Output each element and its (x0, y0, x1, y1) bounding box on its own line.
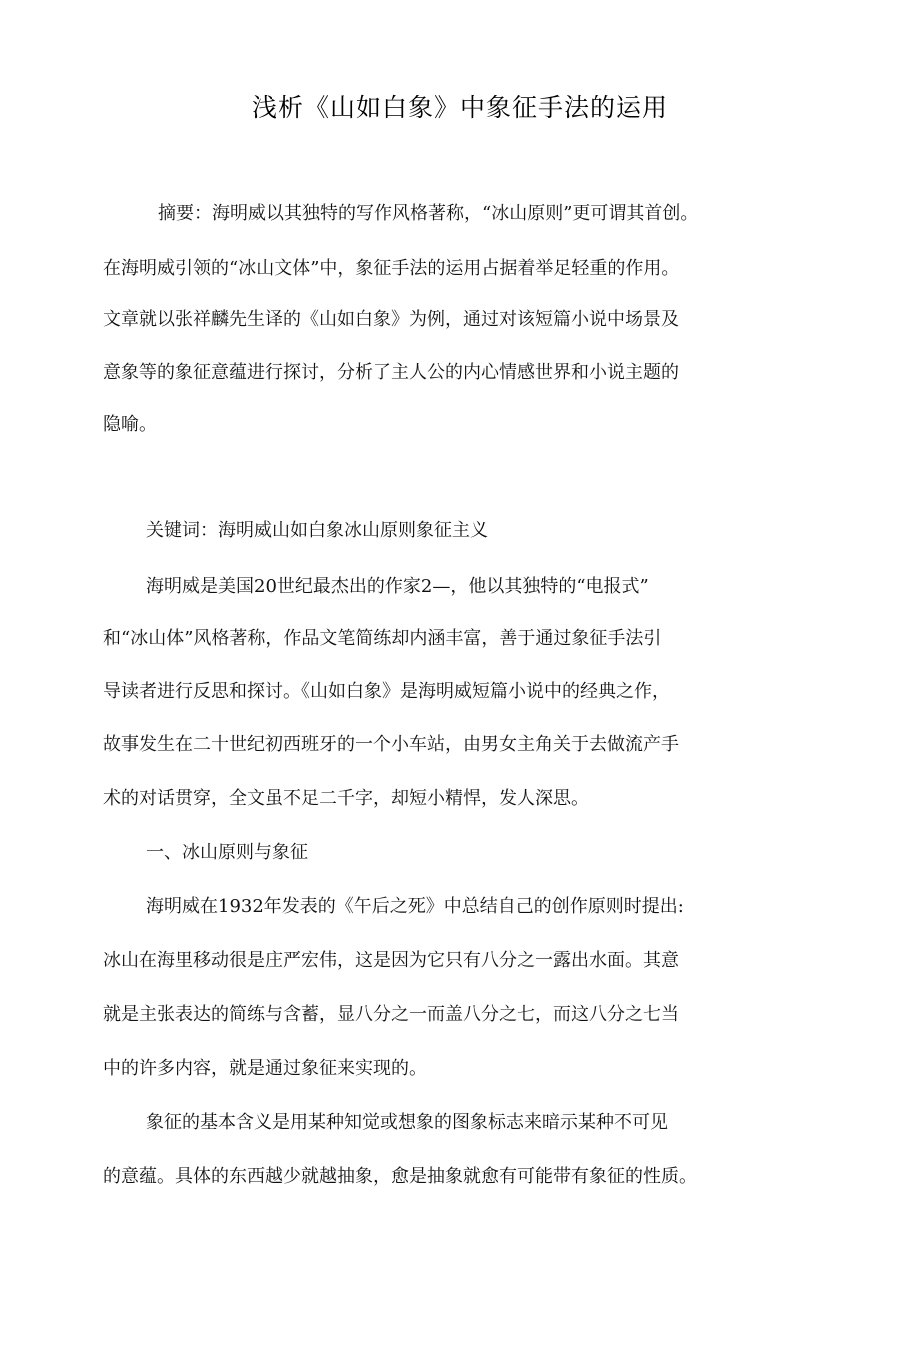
intro-line-5: 术的对话贯穿，全文虽不足二千字，却短小精悍，发人深思。 (103, 788, 589, 809)
intro-line-3: 导读者进行反思和探讨。《山如白象》是海明威短篇小说中的经典之作， (103, 681, 670, 702)
section-heading: 一、冰山原则与象征 (146, 842, 308, 863)
section-p1-line-4: 中的许多内容，就是通过象征来实现的。 (103, 1058, 427, 1079)
abstract-line-4: 意象等的象征意蕴进行探讨，分析了主人公的内心情感世界和小说主题的 (103, 362, 679, 383)
intro-line-4: 故事发生在二十世纪初西班牙的一个小车站，由男女主角关于去做流产手 (103, 734, 679, 755)
intro-line-2: 和“冰山体”风格著称，作品文笔简练却内涵丰富，善于通过象征手法引 (103, 628, 662, 649)
section-p1-line-3: 就是主张表达的简练与含蓄，显八分之一而盖八分之七，而这八分之七当 (103, 1004, 679, 1025)
abstract-line-2: 在海明威引领的“冰山文体”中，象征手法的运用占据着举足轻重的作用。 (103, 258, 680, 279)
section-p2-line-1: 象征的基本含义是用某种知觉或想象的图象标志来暗示某种不可见 (146, 1112, 668, 1133)
section-p1-line-1: 海明威在1932年发表的《午后之死》中总结自己的创作原则时提出: (146, 896, 684, 917)
abstract-line-1: 摘要：海明威以其独特的写作风格著称，“冰山原则”更可谓其首创。 (158, 203, 699, 224)
abstract-line-5: 隐喻。 (103, 414, 157, 435)
intro-line-1: 海明威是美国20世纪最杰出的作家2—，他以其独特的“电报式” (146, 576, 649, 597)
section-p2-line-2: 的意蕴。具体的东西越少就越抽象，愈是抽象就愈有可能带有象征的性质。 (103, 1166, 697, 1187)
document-title: 浅析《山如白象》中象征手法的运用 (251, 93, 668, 122)
abstract-line-3: 文章就以张祥麟先生译的《山如白象》为例，通过对该短篇小说中场景及 (103, 309, 679, 330)
keywords-line: 关键词：海明威山如白象冰山原则象征主义 (146, 520, 488, 541)
section-p1-line-2: 冰山在海里移动很是庄严宏伟，这是因为它只有八分之一露出水面。其意 (103, 950, 679, 971)
